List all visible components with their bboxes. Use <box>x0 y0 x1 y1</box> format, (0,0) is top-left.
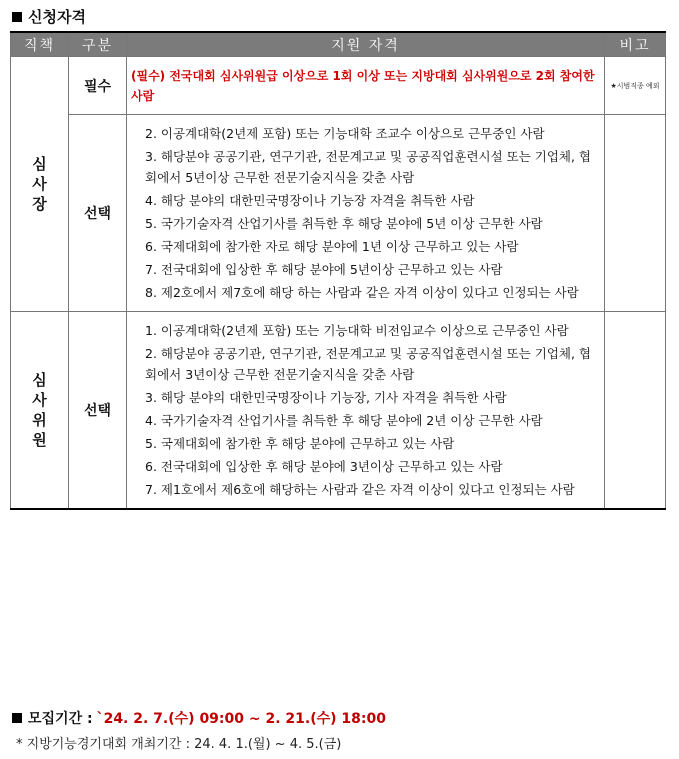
list-item: 4. 해당 분야의 대한민국명장이나 기능장 자격을 취득한 사람 <box>145 193 475 208</box>
list-item: 2. 이공계대학(2년제 포함) 또는 기능대학 조교수 이상으로 근무중인 사람 <box>145 126 545 141</box>
recruit-label: 모집기간 : <box>28 711 93 727</box>
note-empty <box>605 312 666 510</box>
list-item: 5. 국가기술자격 산업기사를 취득한 후 해당 분야에 5년 이상 근무한 사람 <box>145 216 543 231</box>
header-qualification: 지원 자격 <box>127 32 605 57</box>
member-optional-row <box>11 312 666 510</box>
member-items-list <box>127 312 604 508</box>
list-item: 3. 해당분야 공공기관, 연구기관, 전문계고교 및 공공직업훈련시설 또는 기업체, 협회에서 5년이상 근무한 전문기술지식을 갖춘 사람 <box>145 149 592 185</box>
role-chief-text: 심사장 <box>32 155 47 213</box>
list-item: 2. 해당분야 공공기관, 연구기관, 전문계고교 및 공공직업훈련시설 또는 기업체, 협회에서 3년이상 근무한 전문기술지식을 갖춘 사람 <box>145 346 592 382</box>
note-empty <box>605 115 666 312</box>
category-optional-member: 선택 <box>69 312 127 510</box>
list-item: 8. 제2호에서 제7호에 해당 하는 사람과 같은 자격 이상이 있다고 인정되는 사람 <box>145 285 579 300</box>
member-optional-items <box>127 312 605 510</box>
note-exception: ★시범직종 예외 <box>605 57 666 115</box>
chief-items-list <box>127 115 604 311</box>
section-title-text: 신청자격 <box>28 8 86 26</box>
list-item: 5. 국제대회에 참가한 후 해당 분야에 근무하고 있는 사람 <box>145 436 455 451</box>
category-required: 필수 <box>69 57 127 115</box>
role-member <box>11 312 69 510</box>
list-item: 6. 전국대회에 입상한 후 해당 분야에 3년이상 근무하고 있는 사람 <box>145 459 503 474</box>
section-title <box>12 6 86 27</box>
recruit-period <box>12 708 386 728</box>
square-bullet-icon <box>12 713 22 723</box>
chief-optional-row <box>11 115 666 312</box>
list-item: 4. 국가기술자격 산업기사를 취득한 후 해당 분야에 2년 이상 근무한 사람 <box>145 413 543 428</box>
header-role: 직책 <box>11 32 69 57</box>
list-item: 6. 국제대회에 참가한 자로 해당 분야에 1년 이상 근무하고 있는 사람 <box>145 239 519 254</box>
role-chief <box>11 57 69 312</box>
recruit-period-value: `24. 2. 7.(수) 09:00 ~ 2. 21.(수) 18:00 <box>96 711 386 727</box>
header-note: 비고 <box>605 32 666 57</box>
local-contest-note: * 지방기능경기대회 개최기간 : 24. 4. 1.(월) ~ 4. 5.(금) <box>16 737 342 752</box>
list-item: 7. 전국대회에 입상한 후 해당 분야에 5년이상 근무하고 있는 사람 <box>145 262 503 277</box>
list-item: 7. 제1호에서 제6호에 해당하는 사람과 같은 자격 이상이 있다고 인정되는 사람 <box>145 482 575 497</box>
required-text: (필수) 전국대회 심사위원급 이상으로 1회 이상 또는 지방대회 심사위원으로 2회 참여한 사람 <box>127 57 605 115</box>
category-optional-chief: 선택 <box>69 115 127 312</box>
chief-optional-items <box>127 115 605 312</box>
list-item: 1. 이공계대학(2년제 포함) 또는 기능대학 비전임교수 이상으로 근무중인 사람 <box>145 323 569 338</box>
table-header-row <box>11 32 666 57</box>
list-item: 3. 해당 분야의 대한민국명장이나 기능장, 기사 자격을 취득한 사람 <box>145 390 507 405</box>
square-bullet-icon <box>12 12 22 22</box>
header-category: 구분 <box>69 32 127 57</box>
role-member-text: 심사위원 <box>32 371 47 449</box>
chief-required-row <box>11 57 666 115</box>
qualification-table <box>10 31 666 510</box>
